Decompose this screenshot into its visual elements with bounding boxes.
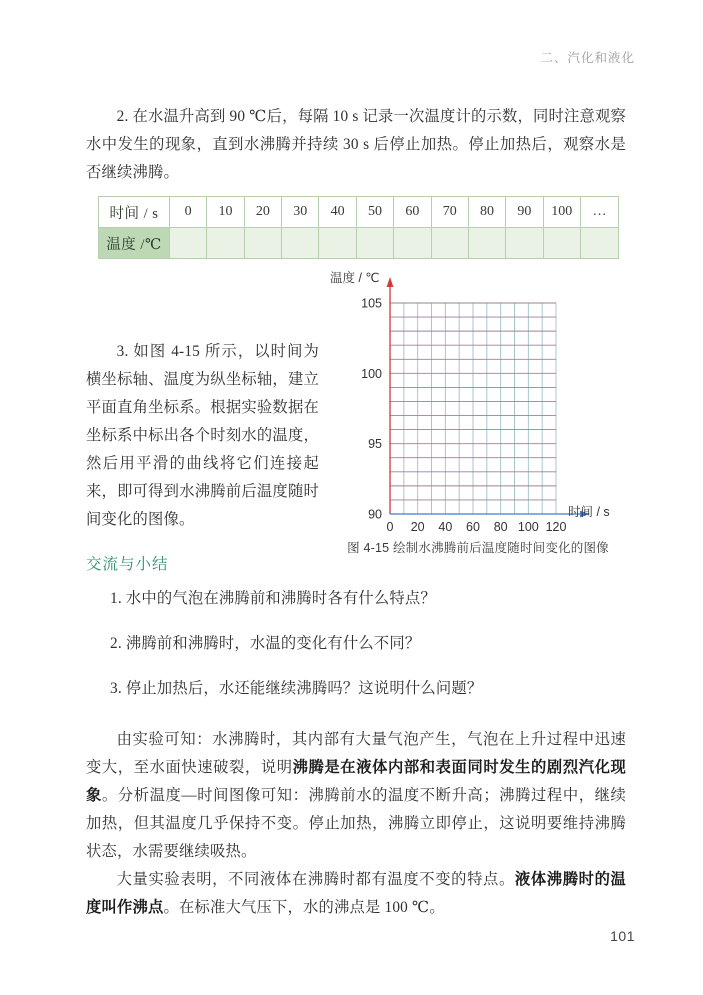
table-cell-time-ellipsis: … (581, 197, 619, 228)
paragraph-step-3: 3. 如图 4-15 所示，以时间为横坐标轴、温度为纵坐标轴，建立平面直角坐标系。根据实验数据在坐标系中标出各个时刻水的温度，然后用平滑的曲线将它们连接起来，即可得到水沸腾前后温度随时间变化的图像。 (86, 343, 319, 528)
paragraph-conclusion-1 (86, 726, 626, 866)
paragraph-step-2: 2. 在水温升高到 90 ℃后，每隔 10 s 记录一次温度计的示数，同时注意观察水中发生的现象，直到水沸腾并持续 30 s 后停止加热。停止加热后，观察水是否继续沸腾。 (86, 108, 626, 181)
table-cell-temperature[interactable] (207, 228, 244, 259)
chart-x-tick: 120 (545, 520, 567, 534)
table-cell-time: 100 (543, 197, 580, 228)
table-row-temperature (99, 228, 619, 259)
temperature-time-chart (328, 266, 628, 536)
table-cell-temperature[interactable] (543, 228, 580, 259)
page-number: 101 (610, 928, 635, 944)
discussion-question: 3. 停止加热后，水还能继续沸腾吗？这说明什么问题？ (110, 680, 483, 697)
table-cell-temperature[interactable] (319, 228, 356, 259)
table-cell-temperature[interactable] (282, 228, 319, 259)
table-cell-time: 70 (431, 197, 468, 228)
chart-x-tick: 60 (466, 520, 480, 534)
temperature-time-chart-figure (328, 266, 628, 558)
table-cell-temperature[interactable] (244, 228, 281, 259)
figure-caption: 图 4-15 绘制水沸腾前后温度随时间变化的图像 (347, 541, 609, 555)
table-cell-time: 20 (244, 197, 281, 228)
table-cell-time: 50 (356, 197, 393, 228)
chart-y-tick: 105 (361, 296, 382, 311)
table-cell-temperature[interactable] (468, 228, 505, 259)
section-heading-discussion: 交流与小结 (86, 556, 169, 573)
table-row-time (99, 197, 619, 228)
conclusion-1-text-a: 由实验可知：水沸腾时，其内部有大量气泡产生，气泡在上升过程中迅速变大，至水面快速破裂，说明 (86, 731, 626, 776)
table-cell-temperature[interactable] (431, 228, 468, 259)
chart-axes (387, 277, 590, 517)
table-cell-time: 10 (207, 197, 244, 228)
chart-x-tick: 0 (386, 520, 394, 534)
chart-x-tick: 80 (493, 520, 508, 534)
table-cell-time: 40 (319, 197, 356, 228)
discussion-question: 2. 沸腾前和沸腾时，水温的变化有什么不同？ (110, 635, 421, 652)
table-cell-time: 80 (468, 197, 505, 228)
chart-x-tick: 100 (517, 520, 539, 534)
paragraph-conclusion-2 (86, 866, 626, 922)
running-head: 二、汽化和液化 (540, 51, 635, 65)
chart-grid-vertical (390, 303, 556, 514)
table-cell-temperature[interactable] (506, 228, 543, 259)
table-cell-temperature[interactable] (170, 228, 207, 259)
chart-y-tick: 95 (368, 437, 382, 452)
experiment-data-table (98, 196, 619, 259)
conclusion-2-text-b: 。在标准大气压下，水的沸点是 100 ℃。 (163, 899, 445, 916)
chart-y-axis-label: 温度 / ℃ (330, 271, 380, 285)
chart-y-tick-labels (361, 297, 382, 522)
chart-x-tick-labels (387, 520, 567, 534)
chart-x-tick: 20 (410, 520, 425, 534)
conclusion-1-definition: 沸腾是在液体内部和表面同时发生的剧烈汽化现象 (86, 759, 626, 804)
chart-y-tick: 90 (368, 507, 382, 522)
table-cell-temperature[interactable] (356, 228, 393, 259)
table-cell-time: 0 (170, 197, 207, 228)
chart-y-tick: 100 (361, 366, 382, 381)
table-row-header-time: 时间 / s (99, 197, 170, 228)
conclusion-2-definition: 液体沸腾时的温度叫作沸点 (86, 871, 626, 916)
table-cell-time: 30 (282, 197, 319, 228)
table-cell-time: 90 (506, 197, 543, 228)
chart-x-axis-label: 时间 / s (568, 505, 610, 519)
table-cell-temperature[interactable] (394, 228, 431, 259)
table-cell-temperature[interactable] (581, 228, 619, 259)
table-row-header-temperature: 温度 /℃ (99, 228, 170, 259)
discussion-question: 1. 水中的气泡在沸腾前和沸腾时各有什么特点？ (110, 590, 436, 607)
table-cell-time: 60 (394, 197, 431, 228)
conclusion-2-text-a: 大量实验表明，不同液体在沸腾时都有温度不变的特点。 (116, 871, 515, 888)
conclusion-1-text-b: 。分析温度—时间图像可知：沸腾前水的温度不断升高；沸腾过程中，继续加热，但其温度几乎保持不变。停止加热，沸腾立即停止，这说明要维持沸腾状态，水需要继续吸热。 (86, 787, 627, 860)
chart-x-tick: 40 (438, 520, 453, 534)
